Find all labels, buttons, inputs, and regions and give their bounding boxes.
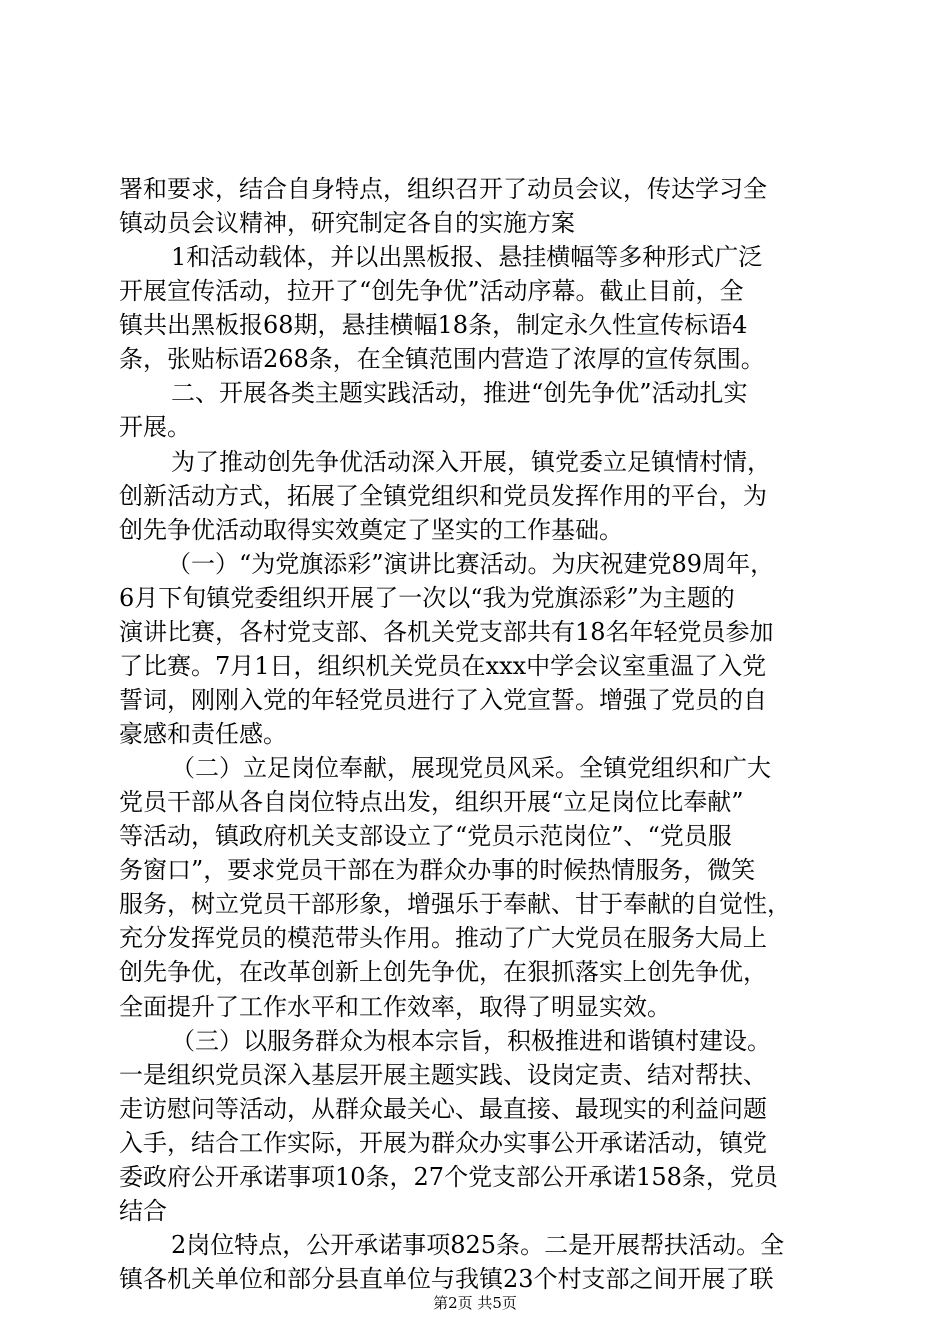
body-line-30: 委政府公开承诺事项10条，27个党支部公开承诺158条，党员 [119, 1162, 778, 1191]
body-line-7: 二、开展各类主题实践活动，推进“创先争优”活动扎实 [171, 379, 748, 408]
body-line-17: 豪感和责任感。 [119, 720, 287, 748]
body-line-24: 创先争优，在改革创新上创先争优，在狠抓落实上创先争优， [119, 958, 767, 987]
body-line-19: 党员干部从各自岗位特点出发，组织开展“立足岗位比奉献” [119, 788, 744, 817]
body-line-8: 开展。 [119, 413, 191, 442]
body-line-31: 结合 [119, 1196, 167, 1225]
body-line-1: 署和要求，结合自身特点，组织召开了动员会议，传达学习全 [119, 175, 767, 203]
body-line-4: 开展宣传活动，拉开了“创先争优”活动序幕。截止目前，全 [119, 277, 744, 306]
body-line-11: 创先争优活动取得实效奠定了坚实的工作基础。 [119, 515, 623, 544]
body-line-15: 了比赛。7月1日，组织机关党员在xxx中学会议室重温了入党 [119, 651, 767, 680]
body-line-28: 走访慰问等活动，从群众最关心、最直接、最现实的利益问题 [119, 1094, 767, 1123]
body-line-14: 演讲比赛，各村党支部、各机关党支部共有18名年轻党员参加 [119, 617, 774, 646]
body-line-6: 条，张贴标语268条，在全镇范围内营造了浓厚的宣传氛围。 [119, 345, 765, 374]
body-line-9: 为了推动创先争优活动深入开展，镇党委立足镇情村情， [171, 447, 771, 476]
body-line-33: 镇各机关单位和部分县直单位与我镇23个村支部之间开展了联 [119, 1265, 774, 1293]
body-line-5: 镇共出黑板报68期，悬挂横幅18条，制定永久性宣传标语4 [119, 311, 748, 340]
body-line-32: 2岗位特点，公开承诺事项825条。二是开展帮扶活动。全 [171, 1230, 785, 1259]
body-line-3: 1和活动载体，并以出黑板报、悬挂横幅等多种形式广泛 [171, 243, 763, 272]
body-line-16: 誓词，刚刚入党的年轻党员进行了入党宣誓。增强了党员的自 [119, 685, 767, 714]
body-line-27: 一是组织党员深入基层开展主题实践、设岗定责、结对帮扶、 [119, 1060, 767, 1089]
body-line-2: 镇动员会议精神，研究制定各自的实施方案 [119, 209, 575, 238]
body-line-21: 务窗口”，要求党员干部在为群众办事的时候热情服务，微笑 [119, 856, 756, 885]
body-line-29: 入手，结合工作实际，开展为群众办实事公开承诺活动，镇党 [119, 1128, 767, 1157]
body-line-12: （一）“为党旗添彩”演讲比赛活动。为庆祝建党89周年， [167, 549, 775, 578]
page-footer: 第2页 共5页 [433, 1294, 517, 1312]
body-line-18: （二）立足岗位奉献，展现党员风采。全镇党组织和广大 [171, 754, 771, 783]
body-line-23: 充分发挥党员的模范带头作用。推动了广大党员在服务大局上 [119, 924, 767, 953]
body-line-22: 服务，树立党员干部形象，增强乐于奉献、甘于奉献的自觉性， [119, 890, 791, 919]
body-line-13: 6月下旬镇党委组织开展了一次以“我为党旗添彩”为主题的 [119, 583, 735, 612]
body-line-26: （三）以服务群众为根本宗旨，积极推进和谐镇村建设。 [171, 1026, 771, 1055]
body-line-25: 全面提升了工作水平和工作效率，取得了明显实效。 [119, 992, 671, 1021]
body-line-20: 等活动，镇政府机关支部设立了“党员示范岗位”、“党员服 [119, 822, 732, 851]
body-line-10: 创新活动方式，拓展了全镇党组织和党员发挥作用的平台，为 [119, 481, 767, 510]
